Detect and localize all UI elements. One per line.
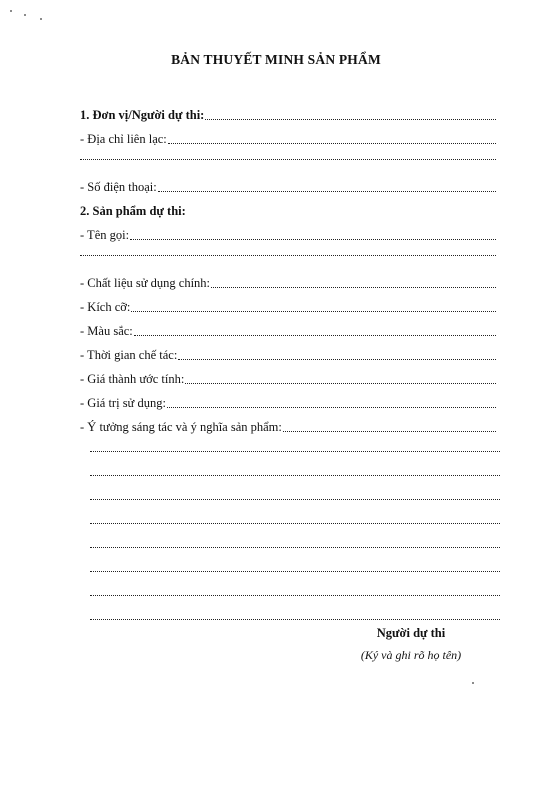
size-field[interactable] xyxy=(80,296,496,314)
crafting-time-label: - Thời gian chế tác: xyxy=(80,348,178,362)
scan-speck xyxy=(472,682,474,684)
address-continuation-line[interactable] xyxy=(80,158,496,160)
product-name-label: - Tên gọi: xyxy=(80,228,130,242)
idea-line-5[interactable] xyxy=(90,546,500,548)
idea-field[interactable] xyxy=(80,416,496,434)
crafting-time-dotted-line xyxy=(178,356,496,360)
material-field[interactable] xyxy=(80,272,496,290)
product-heading xyxy=(80,200,496,218)
idea-label: - Ý tưởng sáng tác và ý nghĩa sản phẩm: xyxy=(80,420,282,434)
scan-speck xyxy=(24,14,26,16)
idea-line-2[interactable] xyxy=(90,474,500,476)
color-field[interactable] xyxy=(80,320,496,338)
page-title: BẢN THUYẾT MINH SẢN PHẨM xyxy=(171,52,381,67)
product-name-dotted-line xyxy=(130,236,496,240)
size-dotted-line xyxy=(131,308,496,312)
signature-title: Người dự thi xyxy=(376,626,446,640)
crafting-time-field[interactable] xyxy=(80,344,496,362)
phone-label: - Số điện thoại: xyxy=(80,180,157,194)
color-dotted-line xyxy=(134,332,496,336)
participant-label: 1. Đơn vị/Người dự thi: xyxy=(80,108,205,122)
color-label: - Màu sắc: xyxy=(80,324,133,338)
idea-line-8[interactable] xyxy=(90,618,500,620)
signature-note: (Ký và ghi rõ họ tên) xyxy=(360,648,462,662)
address-field[interactable] xyxy=(80,128,496,146)
scan-speck xyxy=(10,10,12,12)
idea-line-1[interactable] xyxy=(90,450,500,452)
product-heading-label: 2. Sản phẩm dự thi: xyxy=(80,204,186,218)
address-label: - Địa chỉ liên lạc: xyxy=(80,132,167,146)
phone-field[interactable] xyxy=(80,176,496,194)
material-dotted-line xyxy=(211,284,496,288)
idea-line-7[interactable] xyxy=(90,594,500,596)
idea-line-4[interactable] xyxy=(90,522,500,524)
product-name-continuation-line[interactable] xyxy=(80,254,496,256)
use-value-dotted-line xyxy=(167,404,496,408)
participant-dotted-line xyxy=(205,116,496,120)
use-value-label: - Giá trị sử dụng: xyxy=(80,396,166,410)
address-dotted-line xyxy=(168,140,496,144)
product-name-field[interactable] xyxy=(80,224,496,242)
price-dotted-line xyxy=(185,380,496,384)
use-value-field[interactable] xyxy=(80,392,496,410)
size-label: - Kích cỡ: xyxy=(80,300,131,314)
material-label: - Chất liệu sử dụng chính: xyxy=(80,276,211,290)
participant-field[interactable] xyxy=(80,104,496,122)
phone-dotted-line xyxy=(158,188,496,192)
price-field[interactable] xyxy=(80,368,496,386)
price-label: - Giá thành ước tính: xyxy=(80,372,185,386)
idea-dotted-line xyxy=(283,428,496,432)
scan-speck xyxy=(40,18,42,20)
idea-line-6[interactable] xyxy=(90,570,500,572)
idea-line-3[interactable] xyxy=(90,498,500,500)
